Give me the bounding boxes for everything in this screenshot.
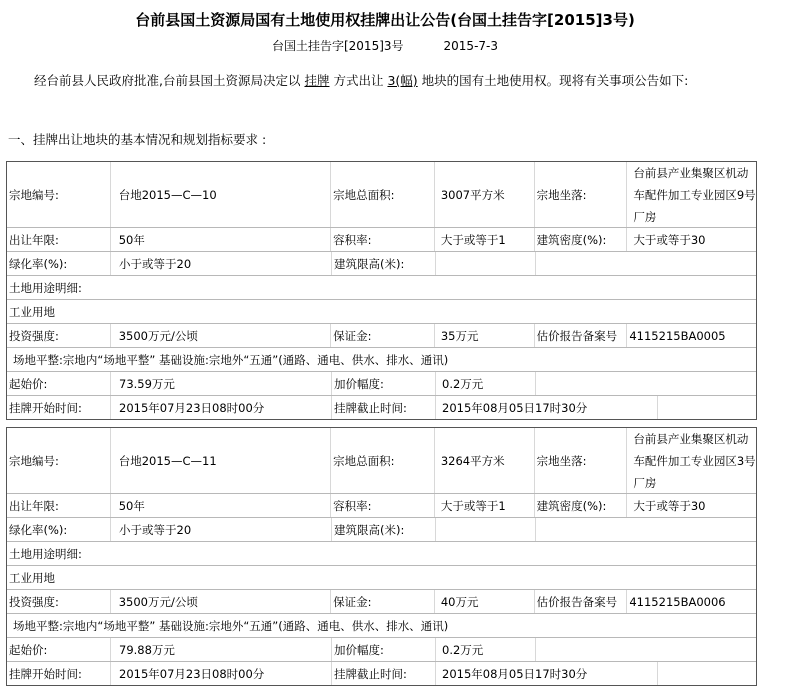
intro-text-3: 地块的国有土地使用权。现将有关事项公告如下: [421, 73, 689, 88]
label-appraisal: 估价报告备案号 [535, 590, 628, 613]
table-row [7, 396, 756, 420]
label-green: 绿化率(%): [7, 252, 111, 275]
site-conditions: 场地平整:宗地内“场地平整” 基础设施:宗地外“五通”(通路、通电、供水、排水、通讯) [13, 618, 449, 633]
label-green: 绿化率(%): [7, 518, 111, 541]
start-price: 73.59万元 [111, 372, 332, 395]
table-row [7, 228, 756, 252]
deposit: 35万元 [435, 324, 535, 347]
label-end-time: 挂牌截止时间: [332, 662, 436, 685]
label-end-time: 挂牌截止时间: [332, 396, 436, 419]
label-height: 建筑限高(米): [332, 252, 436, 275]
end-time: 2015年08月05日17时30分 [436, 396, 658, 419]
label-density: 建筑密度(%): [535, 494, 628, 517]
label-use-detail: 土地用途明细: [9, 280, 82, 295]
invest: 3500万元/公顷 [111, 590, 331, 613]
location: 台前县产业集聚区机动车配件加工专业园区9号厂房 [633, 165, 756, 224]
height [436, 518, 536, 541]
total-area: 3264平方米 [435, 428, 535, 493]
far: 大于或等于1 [435, 228, 535, 251]
table-row [7, 428, 756, 494]
table-row [7, 348, 756, 372]
table-row [7, 252, 756, 276]
table-row [7, 614, 756, 638]
label-height: 建筑限高(米): [332, 518, 436, 541]
label-location: 宗地坐落: [535, 428, 628, 493]
invest: 3500万元/公顷 [111, 324, 331, 347]
doc-date: 2015-7-3 [443, 39, 498, 53]
empty-cell [536, 518, 756, 541]
intro-count: 3(幅) [387, 73, 418, 88]
start-time: 2015年07月23日08时00分 [111, 396, 332, 419]
label-start-time: 挂牌开始时间: [7, 396, 111, 419]
section-heading: 一、挂牌出让地块的基本情况和规划指标要求 : [8, 132, 267, 147]
label-location: 宗地坐落: [535, 162, 628, 227]
label-increment: 加价幅度: [332, 372, 436, 395]
label-density: 建筑密度(%): [535, 228, 628, 251]
label-total-area: 宗地总面积: [331, 162, 435, 227]
density: 大于或等于30 [633, 232, 706, 247]
intro-text-1: 经台前县人民政府批准,台前县国土资源局决定以 [34, 73, 301, 88]
table-row [7, 372, 756, 396]
label-use-detail: 土地用途明细: [9, 546, 82, 561]
label-invest: 投资强度: [7, 324, 111, 347]
height [436, 252, 536, 275]
end-time: 2015年08月05日17时30分 [436, 662, 658, 685]
table-row [7, 162, 756, 228]
label-term: 出让年限: [7, 494, 111, 517]
density: 大于或等于30 [633, 498, 706, 513]
parcel-no: 台地2015—C—11 [111, 428, 331, 493]
term: 50年 [111, 494, 331, 517]
appraisal-no: 4115215BA0005 [629, 328, 726, 343]
land-use: 工业用地 [9, 570, 55, 585]
increment: 0.2万元 [436, 638, 536, 661]
label-far: 容积率: [331, 228, 435, 251]
intro-text-2: 方式出让 [333, 73, 384, 88]
location: 台前县产业集聚区机动车配件加工专业园区3号厂房 [633, 431, 756, 490]
parcel-table-1 [6, 161, 757, 420]
label-invest: 投资强度: [7, 590, 111, 613]
total-area: 3007平方米 [435, 162, 535, 227]
site-conditions: 场地平整:宗地内“场地平整” 基础设施:宗地外“五通”(通路、通电、供水、排水、通讯) [13, 352, 449, 367]
table-row [7, 300, 756, 324]
table-row [7, 276, 756, 300]
start-time: 2015年07月23日08时00分 [111, 662, 332, 685]
table-row [7, 590, 756, 614]
empty-cell [658, 396, 756, 419]
table-row [7, 566, 756, 590]
label-total-area: 宗地总面积: [331, 428, 435, 493]
label-appraisal: 估价报告备案号 [535, 324, 628, 347]
label-start-price: 起始价: [7, 638, 111, 661]
doc-number: 台国土挂告字[2015]3号 [271, 39, 404, 53]
label-increment: 加价幅度: [332, 638, 436, 661]
doc-number-line [0, 37, 770, 54]
label-deposit: 保证金: [331, 590, 435, 613]
term: 50年 [111, 228, 331, 251]
page-title: 台前县国土资源局国有土地使用权挂牌出让公告(台国土挂告字[2015]3号) [135, 11, 635, 29]
table-row [7, 638, 756, 662]
label-parcel-no: 宗地编号: [7, 162, 111, 227]
label-deposit: 保证金: [331, 324, 435, 347]
deposit: 40万元 [435, 590, 535, 613]
table-row [7, 662, 756, 686]
parcel-no: 台地2015—C—10 [111, 162, 331, 227]
start-price: 79.88万元 [111, 638, 332, 661]
far: 大于或等于1 [435, 494, 535, 517]
label-start-price: 起始价: [7, 372, 111, 395]
empty-cell [536, 638, 756, 661]
label-start-time: 挂牌开始时间: [7, 662, 111, 685]
increment: 0.2万元 [436, 372, 536, 395]
appraisal-no: 4115215BA0006 [629, 594, 726, 609]
green: 小于或等于20 [111, 518, 332, 541]
empty-cell [536, 252, 756, 275]
parcel-table-2 [6, 427, 757, 686]
table-row [7, 494, 756, 518]
table-row [7, 542, 756, 566]
table-row [7, 324, 756, 348]
label-far: 容积率: [331, 494, 435, 517]
empty-cell [658, 662, 756, 685]
intro-paragraph [8, 70, 768, 92]
land-use: 工业用地 [9, 304, 55, 319]
label-parcel-no: 宗地编号: [7, 428, 111, 493]
intro-method: 挂牌 [304, 73, 330, 88]
empty-cell [536, 372, 756, 395]
table-row [7, 518, 756, 542]
green: 小于或等于20 [111, 252, 332, 275]
label-term: 出让年限: [7, 228, 111, 251]
